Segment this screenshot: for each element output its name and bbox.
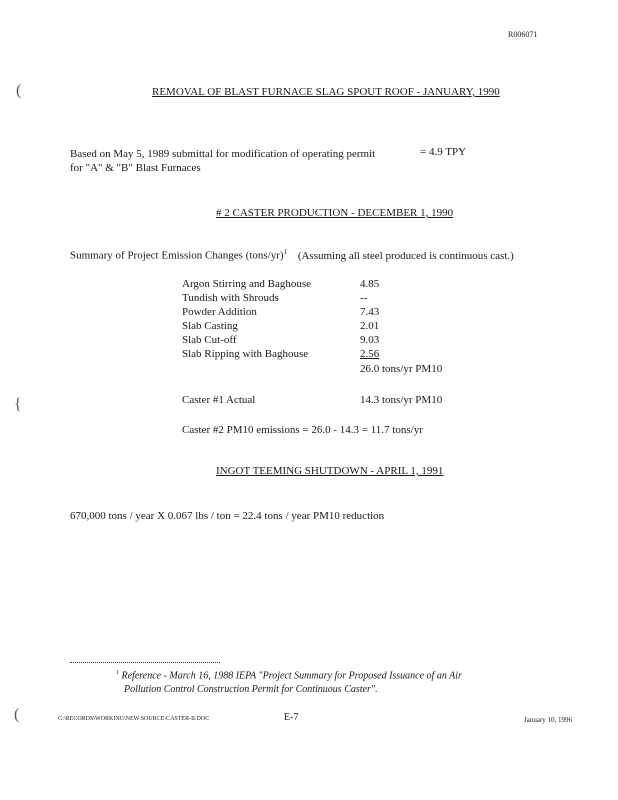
emission-row — [182, 334, 502, 348]
footnote — [116, 670, 462, 681]
margin-mark-top: ( — [16, 82, 22, 99]
emission-label: Tundish with Shrouds — [182, 292, 279, 304]
footnote-line1: Reference - March 16, 1988 IEPA "Project Summary for Proposed Issuance of an Air — [121, 670, 462, 682]
emission-label: Powder Addition — [182, 306, 257, 318]
margin-mark-middle: { — [14, 396, 22, 413]
caster2-emissions: Caster #2 PM10 emissions = 26.0 - 14.3 = 11.7 tons/yr — [182, 424, 423, 436]
emission-summary — [70, 248, 514, 262]
emission-value: 2.56 — [360, 348, 380, 360]
margin-mark-bottom: ( — [14, 706, 20, 723]
emission-value: 7.43 — [360, 306, 380, 318]
caster1-actual-label: Caster #1 Actual — [182, 394, 256, 406]
footnote-divider — [70, 662, 220, 663]
emission-value: 9.03 — [360, 334, 380, 346]
blast-furnace-line2: for "A" & "B" Blast Furnaces — [70, 162, 201, 174]
footer-file-path: G:\RECORDS\WORKING\NEW SOURCE\CASTER-II.DOC — [58, 716, 210, 722]
footer-date: January 10, 1996 — [524, 716, 573, 724]
emission-summary-note: (Assuming all steel produced is continuous cast.) — [297, 249, 514, 262]
emission-value: 2.01 — [360, 320, 380, 332]
emission-row — [182, 320, 502, 334]
caster1-actual-value: 14.3 tons/yr PM10 — [360, 394, 443, 406]
emission-label: Slab Cut-off — [182, 334, 237, 346]
footnote-line2: Pollution Control Construction Permit for Continuous Caster". — [124, 684, 378, 695]
blast-furnace-value: = 4.9 TPY — [420, 146, 467, 158]
emission-row — [182, 278, 502, 292]
footnote-mark: 1 — [116, 670, 119, 676]
emission-value: -- — [360, 292, 368, 304]
caster-heading: # 2 CASTER PRODUCTION - DECEMBER 1, 1990 — [216, 207, 454, 219]
footnote-reference: 1 — [283, 248, 288, 256]
emission-label: Argon Stirring and Baghouse — [182, 278, 312, 290]
emission-summary-text: Summary of Project Emission Changes (tons/yr) — [70, 249, 284, 262]
page-title: REMOVAL OF BLAST FURNACE SLAG SPOUT ROOF - JANUARY, 1990 — [152, 86, 500, 98]
ingot-heading: INGOT TEEMING SHUTDOWN - APRIL 1, 1991 — [216, 465, 444, 477]
emission-row — [182, 292, 502, 306]
blast-furnace-line1: Based on May 5, 1989 submittal for modification of operating permit — [70, 148, 376, 160]
emission-label: Slab Ripping with Baghouse — [182, 348, 309, 360]
ingot-reduction-line: 670,000 tons / year X 0.067 lbs / ton = 22.4 tons / year PM10 reduction — [70, 510, 385, 522]
emission-label: Slab Casting — [182, 320, 238, 332]
emission-row — [182, 348, 502, 362]
emission-value: 4.85 — [360, 278, 380, 290]
document-id: R006071 — [508, 30, 538, 39]
emission-total: 26.0 tons/yr PM10 — [360, 363, 443, 375]
footer-page-number: E-7 — [284, 712, 299, 723]
emission-row — [182, 306, 502, 320]
